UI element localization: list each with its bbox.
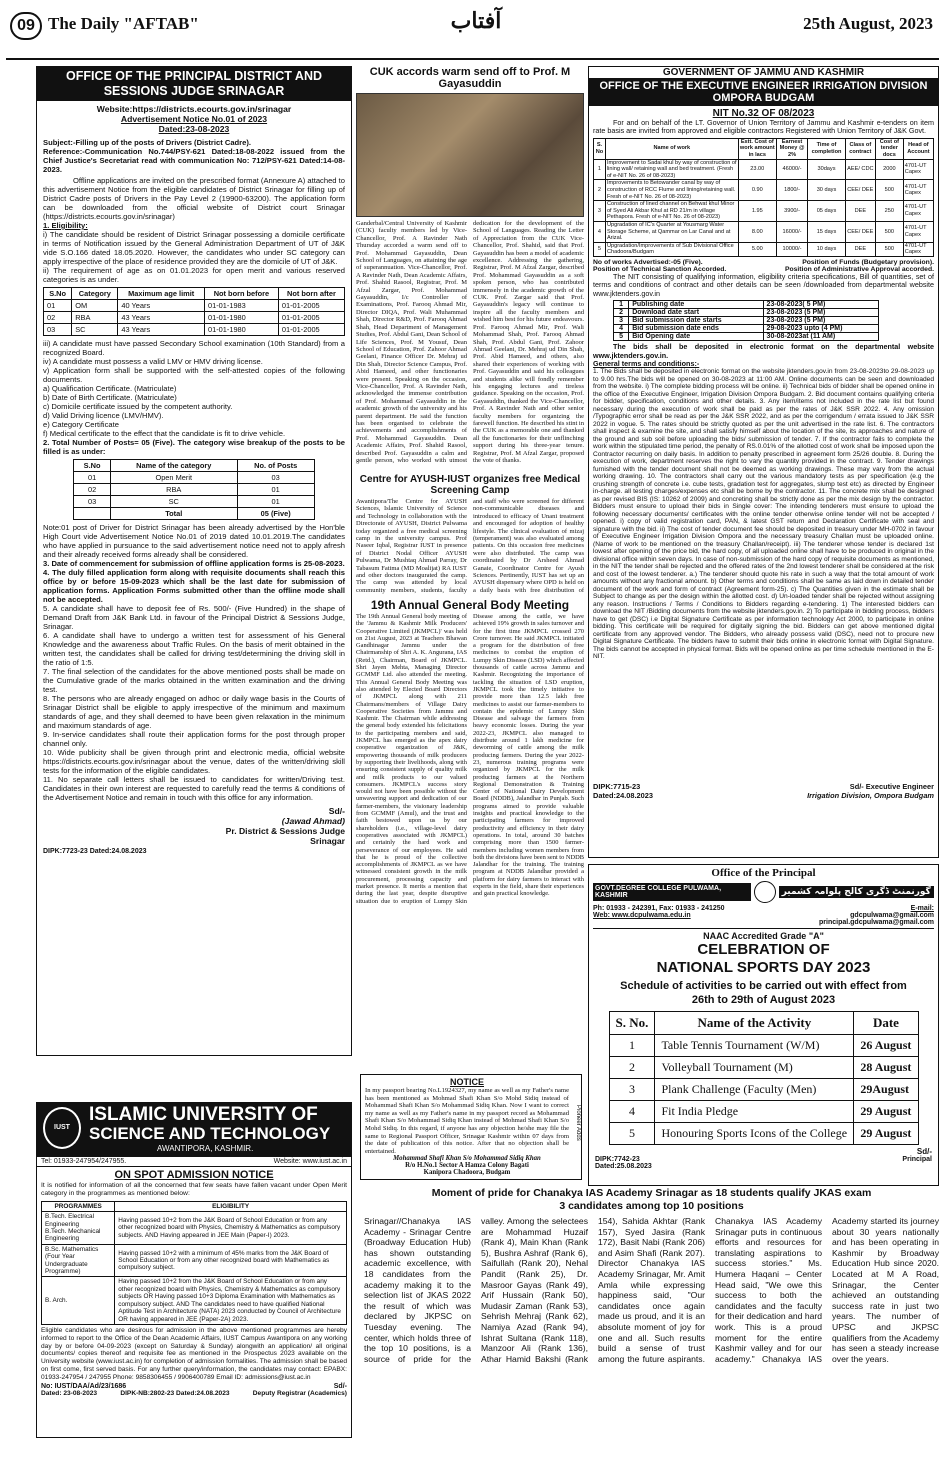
issue-date: 25th August, 2023 bbox=[803, 14, 933, 33]
age-table-header: S.No bbox=[44, 288, 72, 300]
works-table-cell: Upgradation/Improvements of Sub Divisional Office Chadoora/Budgam bbox=[605, 242, 738, 256]
iust-name-2: SCIENCE AND TECHNOLOGY bbox=[89, 1124, 331, 1143]
works-table-cell: CEE/ DEE bbox=[845, 180, 875, 201]
iust-table-header: PROGRAMMES bbox=[42, 1201, 115, 1211]
posts-total-label: Total bbox=[110, 508, 237, 520]
eligibility-item: f) Medical certificate to the effect that the candidate is fit to drive vehicle. bbox=[43, 429, 286, 438]
irrigation-title: OFFICE OF THE EXECUTIVE ENGINEER IRRIGATION DIVISION OMPORA BUDGAM bbox=[589, 78, 938, 106]
iust-table-row bbox=[42, 1212, 347, 1245]
iust-designation: Deputy Registrar (Academics) bbox=[252, 1390, 347, 1398]
iust-table-header: ELIGIBILITY bbox=[115, 1201, 347, 1211]
sports-dipk: DIPK:7742-23 bbox=[595, 1156, 640, 1163]
iust-place: AWANTIPORA, KASHMIR. bbox=[157, 1144, 254, 1153]
works-table-header: Head of Account bbox=[903, 138, 933, 159]
iust-table-row bbox=[42, 1244, 347, 1277]
condition-item: 7. The final selection of the candidates for the above mentioned posts shall be made on the Cumulative grade of the marks obtained in the written examination and the driving test. bbox=[43, 667, 345, 694]
sessions-sd: Sd/- bbox=[328, 806, 345, 816]
iust-table-cell: B.Tech. Electrical Engineering B.Tech. Mechanical Engineering bbox=[42, 1212, 115, 1245]
works-table-cell: 5 bbox=[594, 242, 606, 256]
sports-table-cell: 28 August bbox=[854, 1057, 918, 1079]
works-table-cell: 8.00 bbox=[738, 221, 776, 242]
sports-sub: Schedule of activities to be carried out with effect from 26th to 29th of August 2023 bbox=[620, 980, 907, 1006]
iust-tel: Tel: 01933-247954/247955. bbox=[41, 1158, 127, 1165]
iust-ref: No: IUST/DAA/Ad/23/1686 bbox=[41, 1383, 127, 1391]
age-table-cell: 02 bbox=[44, 312, 72, 324]
iust-sd: Sd/- bbox=[333, 1383, 347, 1391]
schedule-table-cell: Download date start bbox=[629, 309, 763, 317]
condition-item: 5. A candidate shall have to deposit fee of Rs. 500/- (Five Hundred) in the shape of Demand Draft from J&K Bank Ltd. in favour of the Principal District & Sessions Judge, Srinagar. bbox=[43, 604, 345, 631]
sessions-designation: Pr. District & Sessions Judge bbox=[225, 826, 345, 836]
position-funds: Position of Funds (Budgetary provision). bbox=[802, 258, 934, 266]
age-table-row bbox=[44, 312, 345, 324]
posts-table-cell: RBA bbox=[110, 484, 237, 496]
college-name-urdu: گورنمنٹ ڈگری کالج پلوامہ کشمیر bbox=[779, 886, 935, 898]
chanakya-headline: Moment of pride for Chanakya IAS Academy Srinagar as 18 students qualify JKAS exam bbox=[431, 1188, 872, 1199]
eligibility-item: c) Domicile certificate issued by the competent authority. bbox=[43, 402, 233, 411]
iust-table-cell: Having passed 10+2 from the J&K Board of School Education or from any other recognized board with Physics, Chemistry & Mathematics as compulsory subjects OR Having passed 10+3 Diploma Examination with Mathematics as compulsory subject. AND The candidates need to have qualified National Aptitude Test in Architecture (NATA) 2023 conducted by Council of Architecture OR having appeared in JEE (Paper-2A) 2023. bbox=[115, 1277, 347, 1324]
age-table-cell: 40 Years bbox=[118, 300, 205, 312]
passport-notice-title: NOTICE bbox=[449, 1077, 484, 1087]
age-table-cell: 43 Years bbox=[118, 312, 205, 324]
irrigation-dipk: DIPK:7715-23 bbox=[593, 782, 641, 792]
agm-body: The 19th Annual General body meeting of the 'Jammu & Kashmir Milk Producers' Cooperative Limited (JKMPCL)' was held on 21st August, 2023 at Teachers Bhawan Gandhinagar Jammu under the Chairmanship of Shri A. K. Angurana, IAS (Retd.), Chairman, Board of JKMPCL. Shri Jayen Mehta, Managing Director GCMMF Ltd. also attended the meeting. This Annual General Body Meeting was also attended by Elected Board Directors of JKMPCL along with 211 Chairmans/members of Village Dairy Cooperative Societies from Jammu and Kashmir. The Chairman while addressing the general body extended his felicitations to the participating members and said, JKMPCL has emerged as the apex dairy cooperative organization of J&K, empowering thousands of milk producers by supporting their livelihoods, along with ensuring consistent supply of quality milk and milk products to our valued consumers. JKMPCL's success story would not have been possible without the unwavering support and dedication of our farmer-members, the visionary leadership from GCMMF (Amul), and the trust and faith bestowed upon us by our shareholders (i.e., village-level dairy cooperatives associated with JKMPCL) and certainly the hard work and perseverance of our employees. He said that he is proud of the collective accomplishments of JKMPCL as we have witnessed consistent growth in the milk procurement, processing capacity and market presence. It merits a mention that during the last year, despite disruptive situation due to eruption of Lumpy Skin Disease among the cattle, we have achieved 19% growth in sales turnover and for the first time JKMPCL crossed 270 Crore turnover. He said JKMPCL initiated a program for the distribution of free medicines to combat the eruption of Lumpy Skin Disease (LSD) which affected thousands of cattle across Jammu and Kashmir. Recognizing the importance of tackling the situation of LSD eruption, JKMPCL took the timely initiative to provide more than 12.5 lakh free medicines to assist our farmer-members to contain the epidemic of Lumpy Skin Disease and salvage the farmers from heavy economic losses. During the year 2022-23, JKMPCL also managed to distribute around 1 lakh medicine for deworming of cattle among the milk producing farmers. During the year 2022-23, numerous training programs were organized by JKMPCL for the milk producing farmers at the Northern Regional Demonstration & Training Center of National Dairy Development Board (NDDB), Jalandhar in Punjab. Such programs aimed to provide valuable insights and practical knowledge to the participating farmers for improved productivity and efficiency in their dairy operations. In total, around 30 batches comprising more than 1500 farmer-members including women members from both the divisions have been sent to NDDB Jalandhar for the training. The training program at NDDB Jalandhar provided a platform for dairy farmers to interact with experts in the field, share their experiences and gain practical knowledge. bbox=[356, 613, 584, 905]
age-table-header: Maximum age limit bbox=[118, 288, 205, 300]
posts-table-header: Name of the category bbox=[110, 460, 237, 472]
works-table-cell: 1 bbox=[594, 159, 606, 180]
college-email-label: E-mail: bbox=[910, 905, 934, 912]
works-table-cell: 46000/- bbox=[776, 159, 807, 180]
posts-table-cell: 01 bbox=[74, 472, 111, 484]
masthead bbox=[6, 6, 939, 60]
sports-table-cell: Table Tennis Tournament (W/M) bbox=[655, 1035, 854, 1057]
schedule-table-cell: Bid submission date ends bbox=[629, 325, 763, 333]
posts-table bbox=[73, 459, 315, 520]
sports-table-cell: Fit India Pledge bbox=[655, 1101, 854, 1123]
posts-total-value: 05 (Five) bbox=[237, 508, 314, 520]
age-table-cell: 43 Years bbox=[118, 324, 205, 336]
age-table-cell: 01-01-1983 bbox=[204, 300, 278, 312]
sports-table-header: S. No. bbox=[609, 1012, 655, 1035]
sessions-place: Srinagar bbox=[310, 836, 345, 846]
iust-table-cell: B.Sc. Mathematics (Four Year Undergraduate Programme) bbox=[42, 1244, 115, 1277]
works-table-cell: 1.95 bbox=[738, 201, 776, 222]
agm-headline: 19th Annual General Body Meeting bbox=[370, 598, 570, 612]
irrigation-intro: For and on behalf of the LT. Governor of Union Territory of Jammu and Kashmir e-tenders on item rate basis are invited from approved and eligible contractors Registered with Union Territory of J&K Govt. bbox=[593, 118, 934, 136]
eligibility-item: 2. Total Number of Posts= 05 (Five). The category wise breakup of the posts to be filled is as under: bbox=[43, 438, 345, 456]
irrigation-dipk-date: Dated:24.08.2023 bbox=[593, 791, 653, 801]
iust-dipk: DIPK-NB:2802-23 Dated:24.08.2023 bbox=[120, 1390, 230, 1398]
works-table-cell: Improvement to Sadai khul by way of construction of lining wall/ retaining wall and bed treatment. (Fresh of e-NIT No. 26 of 08-2023) bbox=[606, 159, 737, 179]
works-table-header: S. No bbox=[594, 138, 606, 159]
works-table-cell: Upgradation of IC's Quarter at Yousmarg Water Storage Scheme, at Qammar on Lar Canal and at Arizal. bbox=[605, 221, 738, 242]
age-table-cell: RBA bbox=[72, 312, 118, 324]
works-table bbox=[593, 138, 934, 257]
works-table-row bbox=[594, 221, 934, 242]
naac-grade: NAAC Accredited Grade "A" bbox=[703, 931, 824, 941]
age-table-cell: 01-01-2005 bbox=[278, 312, 344, 324]
schedule-table-row bbox=[614, 325, 879, 333]
sports-table-row bbox=[609, 1057, 918, 1079]
works-table-cell: Improvements to Betowander canal by way of construction of RCC Flume and lining/retaining wall. Fresh of e-NIT No. 26 of 08-2023) bbox=[605, 180, 738, 201]
works-table-cell: AEE/ CDC bbox=[845, 159, 875, 180]
eligibility-item: d) Valid Driving licence (LMV/HMV). bbox=[43, 411, 164, 420]
position-admin: Position of Administrative Approval accorded. bbox=[784, 265, 934, 273]
works-table-cell: 0.90 bbox=[738, 180, 776, 201]
notice-dated: Dated:23-08-2023 bbox=[158, 124, 230, 134]
sports-table-cell: 1 bbox=[609, 1035, 655, 1057]
sports-office: Office of the Principal bbox=[711, 867, 816, 879]
works-table-cell: 10 days bbox=[808, 242, 846, 256]
note: Note:01 post of Driver for District Srinagar has been already advertised by the Hon'ble High Court vide Advertisement Notice No.01 of 2019 dated 10.01.2019.The candidates who have applied in pursuance to the said advertisement notice need not to apply afresh and their already received forms already shall be considered. bbox=[43, 523, 345, 559]
college-logo bbox=[754, 881, 776, 903]
sessions-dipk: DIPK:7723-23 Dated:24.08.2023 bbox=[43, 848, 147, 855]
chanakya-news bbox=[364, 1188, 939, 1438]
posts-table-cell: 03 bbox=[237, 472, 314, 484]
ayush-body: Awantipora/The Centre for AYUSH Sciences, Islamic University of Science and Technology in collaboration with the Directorate of AYUSH, District Pulwama today organized a free medical screening camp in the university campus. Prof Naseer Iqbal, Registrar IUST in presence of District Nodal Officer AYUSH Pulwama, Dr Mushtaq Ahmad Parray, Dr Tabasum Fatima (MD Moalijat) RA IUST and other doctors inaugurated the camp. The camp was attended by local community members, students, faculty and staff who were screened for different non-communicable diseases and introduced to efficacy of Unani treatment and encouraged for adoption of healthy lifestyle. The clinical evaluation of mizaj (temperament) was also evaluated among patients. On this occasion free medicines were also distributed. The camp was coordinated by Dr Arsheed Ahmad Ganaie, Coordinator Centre for Ayush Sciences. Pertinently, IUST has set up an AYUSH dispensary where OPD is held on a daily basis with free distribution of bbox=[356, 498, 584, 594]
works-table-cell: 500 bbox=[875, 221, 903, 242]
irrigation-ad bbox=[588, 66, 939, 858]
sessions-judge-ad bbox=[36, 66, 352, 1056]
sports-table-cell: 29 August bbox=[854, 1101, 918, 1123]
schedule-table-cell: 3 bbox=[614, 317, 629, 325]
works-table-cell: 23.00 bbox=[738, 159, 776, 180]
position-sanction: Position of Technical Sanction Accorded. bbox=[593, 265, 727, 273]
condition-item: 4. The duly filled application form along with requisite documents shall reach this office by or before 15-09-2023 which shall be the last date for submission of application forms. Application Forms submitted other than the offline mode shall not be accepted. bbox=[43, 568, 345, 604]
schedule-table-cell: 30-08-2023at (11 AM) bbox=[763, 333, 878, 341]
college-name: GOVT.DEGREE COLLEGE PULWAMA, KASHMIR bbox=[593, 883, 751, 901]
sports-table-row bbox=[609, 1035, 918, 1057]
iust-name-1: ISLAMIC UNIVERSITY OF bbox=[89, 1104, 318, 1125]
works-table-header: Class of contract bbox=[845, 138, 875, 159]
works-table-cell: 10000/- bbox=[776, 242, 807, 256]
posts-table-cell: 02 bbox=[74, 484, 111, 496]
sessions-signatory: (Jawad Ahmad) bbox=[281, 816, 345, 826]
iust-logo: IUST bbox=[43, 1107, 81, 1149]
works-table-cell: 4701-UT Capex bbox=[903, 242, 933, 256]
sports-table-header: Date bbox=[854, 1012, 918, 1035]
sports-table-cell: 29 August bbox=[854, 1123, 918, 1145]
sports-table-row bbox=[609, 1101, 918, 1123]
sports-table-cell: 2 bbox=[609, 1057, 655, 1079]
posts-table-header: S.No bbox=[74, 460, 111, 472]
iust-programmes-table bbox=[41, 1201, 347, 1325]
cuk-photo bbox=[356, 93, 584, 217]
college-web: Web: www.dcpulwama.edu.in bbox=[593, 912, 691, 919]
works-table-cell: 500 bbox=[875, 242, 903, 256]
sports-sd: Sd/- bbox=[916, 1147, 932, 1156]
age-table-cell: 03 bbox=[44, 324, 72, 336]
iust-dated: Dated: 23-08-2023 bbox=[41, 1390, 98, 1398]
eligibility-i: i) The candidate should be resident of District Srinagar possessing a domicile certificate in terms of Notification issued by the General Administration Department of UT of J&K vide S.O.166 dated 18.05.2020. However, the candidates who under SC category can apply irrespective of the place of residence provided they are the domicile of UT of J&K. bbox=[43, 230, 345, 266]
iust-table-cell: Having passed 10+2 with a minimum of 45% marks from the J&K Board of School Education or from any other recognized board with Mathematics as compulsory subject. bbox=[115, 1244, 347, 1277]
iust-ad bbox=[36, 1102, 352, 1438]
iust-table-cell: Having passed 10+2 from the J&K Board of School Education or from any other recognized board with Physics, Chemistry & Mathematics as compulsory subjects. AND Having appeared in JEE Main (Paper-I) 2023. bbox=[115, 1212, 347, 1245]
eligibility-item: e) Category Certificate bbox=[43, 420, 119, 429]
age-table-row bbox=[44, 300, 345, 312]
schedule-table-cell: Bid Opening date bbox=[629, 333, 763, 341]
works-table-cell: CEE/ DEE bbox=[845, 221, 875, 242]
posts-table-cell: 03 bbox=[74, 496, 111, 508]
subject: Subject:-Filling up of the posts of Drivers (District Cadre). bbox=[43, 138, 252, 147]
schedule-table-cell: Publishing date bbox=[629, 301, 763, 309]
posts-table-cell: SC bbox=[110, 496, 237, 508]
middle-news-column bbox=[356, 66, 584, 1126]
passport-signature: Mohammad Shafi Khan S/o Mohammad Sidiq Khan bbox=[393, 1155, 541, 1163]
sports-title-2: NATIONAL SPORTS DAY 2023 bbox=[656, 959, 871, 976]
age-table-cell: 01-01-2005 bbox=[278, 300, 344, 312]
posts-table-row bbox=[74, 484, 315, 496]
posts-table-cell: 01 bbox=[237, 484, 314, 496]
chanakya-subhead: 3 candidates among top 10 positions bbox=[559, 1200, 744, 1212]
sports-title-1: CELEBRATION OF bbox=[697, 941, 830, 958]
irrigation-govt: GOVERNMENT OF JAMMU AND KASHMIR bbox=[662, 67, 865, 78]
irrigation-nit: NIT No.32 OF 08/2023 bbox=[712, 108, 815, 119]
works-table-row bbox=[594, 180, 934, 201]
sports-dated: Dated:25.08.2023 bbox=[595, 1163, 652, 1170]
college-phone: Ph: 01933 - 242391, Fax: 01933 - 241250 bbox=[593, 905, 725, 912]
sports-table-cell: Plank Challenge (Faculty (Men) bbox=[655, 1079, 854, 1101]
cuk-headline: CUK accords warm send off to Prof. M Gayasuddin bbox=[369, 66, 571, 90]
schedule-table-cell: 29-08-2023 upto (4 PM) bbox=[763, 325, 878, 333]
eligibility-head: 1. Eligibility: bbox=[43, 221, 88, 230]
works-table-header: Time of completion bbox=[808, 138, 846, 159]
sports-table-header: Name of the Activity bbox=[655, 1012, 854, 1035]
iust-table-cell: B. Arch. bbox=[42, 1277, 115, 1324]
posts-table-cell: 01 bbox=[237, 496, 314, 508]
college-email-2: principal.gdcpulwama@gmail.com bbox=[819, 919, 934, 926]
schedule-table-row bbox=[614, 317, 879, 325]
schedule-table-cell: 1 bbox=[614, 301, 629, 309]
schedule-table-row bbox=[614, 301, 879, 309]
works-table-cell: 30 days bbox=[808, 180, 846, 201]
iust-table-row bbox=[42, 1277, 347, 1324]
sports-table-cell: 29August bbox=[854, 1079, 918, 1101]
works-table-cell: 3900/- bbox=[776, 201, 807, 222]
schedule-table bbox=[613, 300, 879, 341]
sports-table-cell: Volleyball Tournament (M) bbox=[655, 1057, 854, 1079]
sports-table-cell: Honouring Sports Icons of the College bbox=[655, 1123, 854, 1145]
sports-table-cell: 26 August bbox=[854, 1035, 918, 1057]
works-table-cell: 15 days bbox=[808, 221, 846, 242]
age-table-cell: OM bbox=[72, 300, 118, 312]
works-table-cell: Construction of lined channel on Behwat khul Minor of Syed Ali Akbar Khul at RD 21/m in village Pethapora. Fresh of e-NIT No. 26 of 08-2023) bbox=[605, 201, 738, 222]
works-table-cell: DEE bbox=[845, 242, 875, 256]
eligibility-item: v) Application form shall be supported with the self-attested copies of the following documents. bbox=[43, 366, 345, 384]
iust-web: Website: www.iust.ac.in bbox=[273, 1158, 347, 1165]
condition-item: 3. Date of commencement for submission of offline application forms is 25-08-2023. bbox=[43, 559, 345, 568]
iust-notice-title: ON SPOT ADMISSION NOTICE bbox=[114, 1169, 274, 1181]
schedule-table-cell: 23-08-2023( 5 PM) bbox=[763, 301, 878, 309]
schedule-table-row bbox=[614, 309, 879, 317]
chanakya-body: Srinagar//Chanakya IAS Academy - Srinagar Centre (Broadway Education Hub) has shown outstanding academic excellence, with 18 candidates from the academy making it to the selection list of JKAS 2022 the result of which was declared by JKPSC on Tuesday evening. The center, which holds three of the top 10 positions, is a source of pride for the valley. Among the selectees are Mohammad Huzaif (Rank 4), Main Khan (Rank 5), Bushra Ashraf (Rank 6), Saifullah (Rank 20), Nehal Pandit (Rank 25), Dr. Masroor Gayas (Rank 49), Arif Hussain (Rank 50), Mudasir Zaman (Rank 53), Sehrish Mehraj (Rank 62), Namiya Azad (Rank 94), Ishrat Sultana (Rank 118), Manzoor Ali (Rank 136), Athar Hamid Bakshi (Rank 154), Sahida Akhtar (Rank 157), Syed Jasira (Rank 172), Basit Nabi (Rank 206) and Asim Shafi (Rank 207). Director Chanakya IAS Academy Srinagar, Mr. Amit Amla while expressing happiness said, "Our candidates once again made us proud, and it is an absolute moment of joy for one and all. Such results build a sense of trust among the future aspirants. Chanakya IAS Academy Srinagar puts in continuous efforts and resources for translating aspirations to success stories." Ms. Humera Haqani – Center Head said, "We owe this success to both the candidates and the faculty for their dedication and hard work. This is a proud moment for the entire Kashmir valley and for our academy." Chanakya IAS Academy started its journey about 30 years nationally and has been operating in Kashmir by Broadway Education Hub since 2020. Located at M A Road, Srinagar, the Center achieved an outstanding success rate in just two years. The number of UPSC and JKPSC qualifiers from the Academy has seen a steady increase over the years. bbox=[364, 1216, 939, 1364]
schedule-table-cell: 2 bbox=[614, 309, 629, 317]
works-table-header: Cost of tender docs bbox=[875, 138, 903, 159]
age-table-cell: 01-01-1980 bbox=[204, 324, 278, 336]
eligibility-ii: ii) The requirement of age as on 01.01.2023 for open merit and various reserved categories is as under. bbox=[43, 266, 345, 284]
conditions: 1. The Bids shall be deposited in electronic format on the website jktenders.gov.in from 23-08-2023to 29-08-2023 up to 9.00 hrs.The bids will be opened on 30-08-2023 at 11:00 AM. Online documents can be seen and downloaded from the website. i) The complete bidding process will be online. ii) Technical bids of bidder shall be opened online in the office of the Executive Engineer, Irrigation Division Ompora Budgam. 2. Bid document contains qualifying criteria for bidder, specification, conditions and other details. 3. Any item/items not included in the rate list but found necessary during the execution of work shall be paid as per the rates of J&K SSR 2022. 4. Any omission /Typographic error shall be read as per the J&K SSR 2022, and as per the corrigendum / errata issued to J&K SSR 2022 in vogue. 5. The rates should be strictly quoted as per the unit advertised in the rate list. 6. The contractors shall inspect & examine the site, and shall satisfy himself about the location of the site, its approaches and nature of the ground and sub soil before uploading the bids/ submission of tender. 7. If the contractor fails to complete the work within the stipulated time period, the penalty of RS.0.01% of the allotted cost of work shall be imposed upon the Contractor recurring on daily basis. In addition to penalty prescribed in agreement form 25/26 double. 8. During the execution of work, department reserves the right to vary the quantity provided in the contract. 9. Tender drawings furnished with the tender document shall not be deemed as working drawings. These may vary from the actual working drawing. 10. The contractors shall carry out the various mandatory tests as per specification (e.g the crushing strength of concrete i.e. cube tests, gradation test for aggregates, slump test etc) as directed by Engineer in-charge. all testing charges/expenses etc shall be borne by the contractor. 11. The concrete mix shall be designed as per revised BIS (IS: 10262 of 2009) and concreting shall be strictly done as per the mix design by the contractor. Bidders must ensure to upload their bids in Single cover: The intending tenderers must ensure to upload the following necessary documents/ certificates with the online tender otherwise online tender will not be accepted / opened. i) copy of valid registration card, PAN, & latest GST return and Declaration Certificate with seal and signature with the bid. ii) The cost of tender document fee should be deposited in treasury under MH-0702 in favour of Executive Engineer Irrigation Division Ompora and the necessary treasury Challan must be uploaded online. (Name of work to be mentioned on the treasury Challan/receipt). iii) The tenderer whose tender is declared 1st lowest after opening of the price bid, the hard copy, of all uploaded online shall have to be produced in original in the divisional office within seven days. In case of non-submission of the hard copy of requisite documents as mentioned, in the NIT the tender shall be rejected and the offered rates of the 2nd lowest tenderer shall be considered at the risk and cost of the lowest tenderer. a.) The tenderer should quote his rate in such a way that the total amount of work amounts without any fractional amount. b) Other terms and conditions shall be same as laid down in detailed tender document of the work and form of contract (Agreement form-25). c) The Quantities given in the estimate shall be Subject to change as per the design within the allotted cost. d) Un-loaded tender shall be rejected without assigning any reason. Instructions / Terms / Conditions to Bidders regarding e-tendering. 1) The interested bidders can download the NIT /Bidding documents from the website jktenders.gov.in. 2) To participate in bidding process, bidders have to get (DSC) i.e Digital Signature Certificate as per information technology Act 2000, to participate in online bidding. This certificate will be required for digitally signing the bid. Bidders can get above mentioned digital certificate from any approved vendor. The Bidders, who already possess valid (DSC), need not to procure new Digital Signature Certificate. The bidders have to submit their bids online in electronic format with Digital Signature. The bids cannot be accepted in physical format. Bids will be opened online as per time schedule mentioned in the E-NIT. bbox=[593, 368, 934, 661]
passport-notice bbox=[360, 1074, 582, 1180]
condition-item: 10. Wide publicity shall be given through print and electronic media, official website https://districts.ecourts.gov.in/srinagar about the venue, dates of the written/driving skill tests for the information of the eligible candidates. bbox=[43, 748, 345, 775]
posts-table-cell: Open Merit bbox=[110, 472, 237, 484]
ayush-headline: Centre for AYUSH-IUST organizes free Medical Screening Camp bbox=[359, 474, 581, 496]
works-table-cell: 4701-UT Capex bbox=[903, 159, 933, 180]
works-table-cell: 05 days bbox=[808, 201, 846, 222]
schedule-table-row bbox=[614, 333, 879, 341]
works-table-row bbox=[594, 242, 934, 256]
condition-item: 6. A candidate shall have to undergo a written test for assessment of his General Knowledge and the awareness about Traffic Rules. On the basis of merit obtained in the written test, the candidates shall be called for driving test/determining the driving skill in the ratio of 1:5. bbox=[43, 631, 345, 667]
works-table-row bbox=[594, 201, 934, 222]
reference: Reference:-Communication No.744/PSY-621 Dated:18-08-2022 issued from the Chief Justice's Secretariat read with communication No: 712/PSY-621 Dated:14-08-2023. bbox=[43, 147, 345, 174]
website: Website:https://districts.ecourts.gov.in/srinagar bbox=[96, 104, 292, 114]
works-table-row bbox=[594, 159, 934, 180]
works-table-cell: 2000 bbox=[875, 159, 903, 180]
sports-table-cell: 5 bbox=[609, 1123, 655, 1145]
schedule-table-cell: Bid submission date starts bbox=[629, 317, 763, 325]
notice-number: Advertisement Notice No.01 of 2023 bbox=[120, 114, 268, 124]
general-head: General terms and conditions:- bbox=[593, 358, 700, 368]
age-table-cell: 01-01-1980 bbox=[204, 312, 278, 324]
age-table-header: Not born after bbox=[278, 288, 344, 300]
condition-item: 9. In-service candidates shall route their application forms for the post through proper channel only. bbox=[43, 730, 345, 748]
age-table-header: Not born before bbox=[204, 288, 278, 300]
passport-notice-body: In my passport bearing No.L1924327, my name as well as my Father's name has been mentioned as Mohmad Shafi Khan S/o Mohd Sidiq instead of Mohammad Shafi Khan S/o Mohammad Sidiq Khan. Now I want to correct my name as well as my Father's name in my passport record as Mohammad Shafi Khan S/o Mohammad Sidiq Khan instead of Mohmad Shafi Khan S/o Mohd Sidiq. In this regard, if anyone has any objection he/she may file the same to Regional Passport Officer, Srinagar Kashmir within 07 days from the date of publication of this notice. After that no objection shall be entertained. bbox=[365, 1087, 569, 1155]
works-advertised: No of works Advertised:-05 (Five). bbox=[593, 258, 703, 266]
schedule-table-cell: 23-08-2023 (5 PM) bbox=[763, 317, 878, 325]
age-table-cell: SC bbox=[72, 324, 118, 336]
age-table-cell: 01 bbox=[44, 300, 72, 312]
works-table-cell: 3 bbox=[594, 201, 606, 222]
nit-consisting: The NIT consisting of qualifying information, eligibility criteria specifications, Bill of quantities, set of terms and conditions of contract and other details can be seen /downloaded from departmental website www.jktenders.gov.in bbox=[593, 271, 934, 298]
eligibility-item: iii) A candidate must have passed Secondary School examination (10th Standard) from a recognized Board. bbox=[43, 339, 345, 357]
works-table-cell: 4701-UT Capex bbox=[903, 180, 933, 201]
bids-line: The bids shall be deposited in electronic format on the departmental website www.jktenders.gov.in. bbox=[593, 342, 934, 360]
works-table-header: Name of work bbox=[605, 138, 738, 159]
schedule-table-cell: 4 bbox=[614, 325, 629, 333]
works-table-cell: 5.00 bbox=[738, 242, 776, 256]
eligibility-item: iv) A candidate must possess a valid LMV or HMV driving license. bbox=[43, 357, 263, 366]
eligibility-item: a) Qualification Certificate. (Matriculate) bbox=[43, 384, 177, 393]
passport-address: R/o H.No.1 Sector A Hamza Colony Bagati bbox=[405, 1162, 529, 1170]
sports-table-cell: 3 bbox=[609, 1079, 655, 1101]
age-table-header: Category bbox=[72, 288, 118, 300]
schedule-table-cell: 23-08-2023 (5 PM) bbox=[763, 309, 878, 317]
sports-table bbox=[609, 1011, 919, 1145]
page-number: 09 bbox=[10, 12, 42, 40]
condition-item: 11. No separate call letters shall be issued to candidates for written/Driving test. Candidates in their own interest are requested to carefully read the terms & conditions of the Advertisement Notice and remain in touch with this office for any information. bbox=[43, 775, 345, 802]
age-table-row bbox=[44, 324, 345, 336]
works-table-header: Earnest Money @ 2% bbox=[776, 138, 807, 159]
cuk-body: Ganderbal/Central University of Kashmir (CUK) faculty members led by Vice-Chancellor, Prof. A Ravinder Nath Thursday accorded a warm send off to Prof. Mohammad Gayasuddin, Dean School of Languages, on attaining the age of superannuation. Vice-Chancellor, Prof. A Ravinder Nath, Dean Academic Affairs, Prof. Shahid Rasool, Registrar, Prof. M Afzal Zargar, Prof. Mohammad Gayasuddin, I/c Controller of Examinations, Prof. Farooq Ahmad Mir, Director DIQA, Prof. Wali Muhammad Shah, Director R&D, Prof. Farooq Ahmad Shah, Head Department of Management Studies, Prof. Abdul Gani, Dean School of Life Sciences, Prof. M Yousuf, Dean School of Education, Prof. Zahoor Ahmad Geelani, Finance Officer Dr. Mehraj ud Din Shah, Director Science Campus, Prof. Abid Hameed, and other functionaries were present. Speaking on the occasion, Vice-Chancellor, Prof. A Ravinder Nath, acknowledged the immense contribution of Prof. Mohammad Gayasuddin in the academic growth of the university and his parent department. He said the function has been organised to celebrate the achievements and accomplishments of Prof. Mohammad Gayasuddin. Dean Academic Affairs, Prof. Shahid Rasool, described Prof. Gayasuddin a calm and gentle person, who worked with utmost dedication for the development of the School of Languages. Reading the Letter of Appreciation from the CUK Vice-Chancellor, Prof. Shahid, said that Prof. Gayasuddin has been a model of academic excellence. Addressing the gathering, Registrar, Prof. M Afzal Zargar, described Prof. Mohammad Gayasuddin as a soft spoken person, who has contributed immensely in the academic growth of the CUK. Prof. Zargar said that Prof. Gayasuddin's legacy will continue to inspire all the faculty members and wished him best for his future endeavours. Prof. Farooq Ahmad Mir, Prof. Wali Mohammad Shah, Prof. Farooq Ahmad Shah, Prof. Abdul Gani, Prof. Zahoor Ahmad Geelani, Dr. Mehraj ud Din Shah, Prof. Abid Hameed, and others, also shared their experiences of working with Prof. Gayasuddin and said his colleagues and students alike will fondly remember his engaging lectures and tireless guidance. Speaking on the occasion, Prof. Gayasuddin, thanked the Vice-Chancellor, Prof. A Ravinder Nath and other senior faculty members for organizing the farewell function. He described his stint in the CUK as a memorable one and thanked all the functionaries for their unflinching support during his three-year tenure. Registrar, Prof. M Afzal Zargar, proposed the vote of thanks. bbox=[356, 220, 584, 464]
works-table-cell: 500 bbox=[875, 180, 903, 201]
age-table bbox=[43, 287, 345, 336]
paper-name: The Daily "AFTAB" bbox=[48, 14, 199, 33]
passport-side-label: Pioneer Adds bbox=[575, 1105, 581, 1141]
posts-table-row bbox=[74, 472, 315, 484]
irrigation-designation: Irrigation Division, Ompora Budgam bbox=[807, 791, 934, 801]
sports-day-ad bbox=[588, 864, 939, 1186]
posts-table-row bbox=[74, 496, 315, 508]
works-table-cell: 4 bbox=[594, 221, 606, 242]
condition-item: 8. The persons who are already engaged on adhoc or daily wage basis in the Courts of Srinagar District shall be eligible to apply irrespective of the minimum and maximum standards of age, and they shall deemed to have been given relaxation in the minimum and maximum standards of age. bbox=[43, 694, 345, 730]
posts-table-header: No. of Posts bbox=[237, 460, 314, 472]
college-email-1: gdcpulwama@gmail.com bbox=[850, 912, 934, 919]
works-table-cell: 16000/- bbox=[776, 221, 807, 242]
sports-table-row bbox=[609, 1123, 918, 1145]
age-table-cell: 01-01-2005 bbox=[278, 324, 344, 336]
works-table-cell: 1800/- bbox=[776, 180, 807, 201]
works-table-cell: 2 bbox=[594, 180, 606, 201]
sports-designation: Principal bbox=[902, 1156, 932, 1163]
ad-title: OFFICE OF THE PRINCIPAL DISTRICT AND SESSIONS JUDGE SRINAGAR bbox=[37, 67, 351, 101]
sports-table-cell: 4 bbox=[609, 1101, 655, 1123]
schedule-table-cell: 5 bbox=[614, 333, 629, 341]
paper-logo: آفتاب bbox=[450, 8, 502, 34]
works-table-header: Estt. Cost of work amount in lacs bbox=[739, 138, 775, 158]
works-table-cell: 4701-UT Capex bbox=[903, 221, 933, 242]
irrigation-sd: Sd/- Executive Engineer bbox=[849, 782, 934, 792]
works-table-cell: DEE bbox=[845, 201, 875, 222]
eligibility-item: b) Date of Birth Certificate. (Matriculate) bbox=[43, 393, 177, 402]
passport-address-2: Kanipora Chadoora, Budgam bbox=[423, 1169, 511, 1177]
works-table-cell: 4701-UT Capex bbox=[903, 201, 933, 222]
sports-table-row bbox=[609, 1079, 918, 1101]
works-table-cell: 250 bbox=[875, 201, 903, 222]
iust-footer: Eligible candidates who are desirous for admission in the above mentioned programmes are hereby informed to report to the Office of the Dean Academic Affairs, IUST Campus Awantipora on any working day by or before 04-09-2023 (except on Saturday & Sunday) alongwith an application/ all original documents/ copies thereof and requisite fee as mentioned in the Prospectus 2023 available on the University website (www.iust.ac.in) for completion of admission formalities. The admission shall be based on first come, first served basis. For any further query/information, the candidates may contact: EPABX: 01933-247954 / 247955 Phone: 9858306455 / 9906400789 Email ID: admissions@iust.ac.in bbox=[41, 1326, 347, 1381]
works-table-cell: 30days bbox=[808, 159, 846, 180]
iust-intro: It is notified for information of all the concerned that few seats have fallen vacant under Open Merit category in the programmes as mentioned below: bbox=[41, 1182, 347, 1198]
intro: Offline applications are invited on the prescribed format (Annexure A) attached to this advertisement Notice from the eligible candidates of District Srinagar for filling up of District Cadre posts of Drivers in the Pay Level 2 (19900-63200). The application form can be downloaded from the official website of District court Srinagar (https://districts.ecourts.gov.in/srinagar) bbox=[43, 176, 345, 221]
